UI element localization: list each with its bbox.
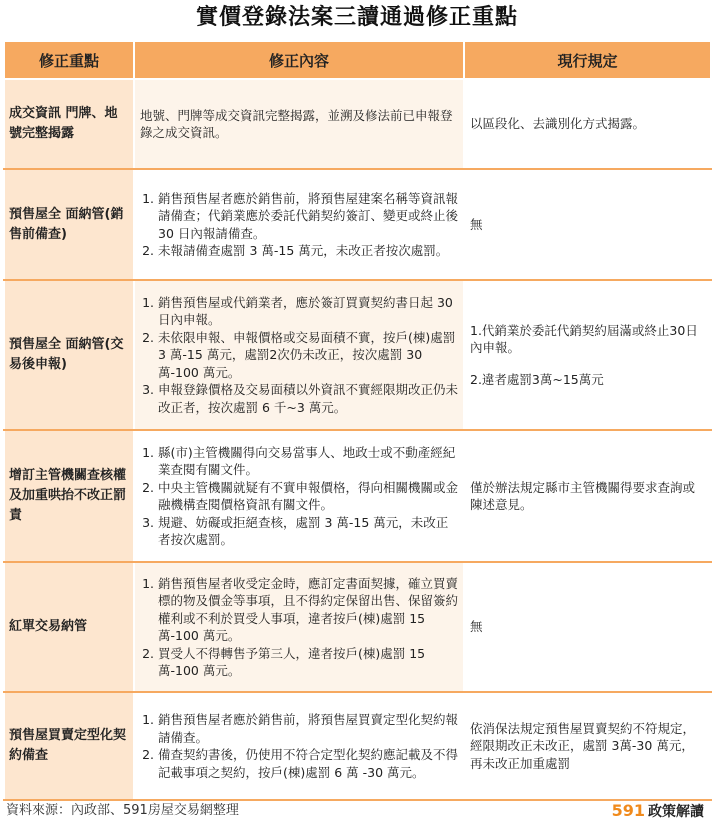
table-row: [4, 692, 711, 800]
content-item: 1. 銷售預售屋者收受定金時，應訂定書面契據，確立買賣標的物及價金等事項，且不得約定保留出售、保留簽約權利或不利於買受人事項，違者按戶(棟)處罰 15 萬-100 萬元。: [158, 575, 458, 645]
row-content: [134, 430, 464, 562]
current-text: 僅於辦法規定縣市主管機關得要求查詢或陳述意見。: [470, 479, 696, 512]
row-key: 紅單交易納管: [4, 562, 134, 692]
row-key: 增訂主管機關查核權及加重哄抬不改正罰責: [4, 430, 134, 562]
row-key: 預售屋全 面納管(銷售前備查): [4, 169, 134, 280]
current-text: 2.違者處罰3萬~15萬元: [470, 371, 604, 387]
content-item: 1. 銷售預售屋或代銷業者，應於簽訂買賣契約書日起 30 日內申報。: [158, 294, 458, 329]
content-item: 2. 未報請備查處罰 3 萬-15 萬元，未改正者按次處罰。: [158, 242, 458, 260]
row-current: [464, 79, 711, 169]
row-key: 預售屋全 面納管(交易後申報): [4, 280, 134, 430]
current-text: 無: [470, 216, 483, 232]
current-text: 依消保法規定預售屋買賣契約不符規定，經限期改正未改正，處罰 3萬-30 萬元，再未改正加重處罰: [470, 720, 696, 771]
content-item: 1. 縣(市)主管機關得向交易當事人、地政士或不動產經紀業查閱有關文件。: [158, 444, 458, 479]
reform-table: [3, 40, 712, 801]
row-key: 成交資訊 門牌、地號完整揭露: [4, 79, 134, 169]
current-text: 無: [470, 619, 483, 635]
source-note: 資料來源：內政部、591房屋交易網整理: [6, 803, 239, 818]
content-item: 1. 銷售預售屋者應於銷售前，將預售屋買賣定型化契約報請備查。: [158, 711, 458, 746]
brand-text: 政策解讀: [648, 804, 704, 820]
row-current: [464, 280, 711, 430]
content-item: 2. 買受人不得轉售予第三人，違者按戶(棟)處罰 15 萬-100 萬元。: [158, 645, 458, 680]
content-item: 3. 規避、妨礙或拒絕查核，處罰 3 萬-15 萬元，未改正者按次處罰。: [158, 514, 458, 549]
table-row: [4, 79, 711, 169]
footer: [6, 801, 708, 821]
row-content: [134, 280, 464, 430]
row-content: [134, 169, 464, 280]
table-row: [4, 562, 711, 692]
current-text: 1.代銷業於委託代銷契約屆滿或終止30日內申報。: [470, 322, 698, 356]
content-text: 地號、門牌等成交資訊完整揭露，並溯及修法前已申報登錄之成交資訊。: [140, 107, 453, 140]
row-current: [464, 169, 711, 280]
header-content: 修正內容: [134, 41, 464, 79]
table-row: [4, 169, 711, 280]
content-item: 3. 申報登錄價格及交易面積以外資訊不實經限期改正仍未改正者，按次處罰 6 千~3 萬元。: [158, 381, 458, 416]
page-title: 實價登錄法案三讀通過修正重點: [195, 5, 518, 30]
header-row: [4, 41, 711, 79]
header-key: 修正重點: [4, 41, 134, 79]
table-row: [4, 430, 711, 562]
content-item: 2. 未依限申報、申報價格或交易面積不實，按戶(棟)處罰 3 萬-15 萬元，處罰2次仍未改正，按次處罰 30 萬-100 萬元。: [158, 329, 458, 382]
content-item: 2. 中央主管機關就疑有不實申報價格，得向相關機關或金融機構查閱價格資訊有關文件。: [158, 479, 458, 514]
brand-logo: [612, 801, 704, 822]
content-item: 2. 備查契約書後，仍使用不符合定型化契約應記載及不得記載事項之契約，按戶(棟)處罰 6 萬 -30 萬元。: [158, 746, 458, 781]
content-item: 1. 銷售預售屋者應於銷售前，將預售屋建案名稱等資訊報請備查；代銷業應於委託代銷契約簽訂、變更或終止後 30 日內報請備查。: [158, 190, 458, 243]
row-current: [464, 430, 711, 562]
row-current: [464, 562, 711, 692]
row-content: [134, 562, 464, 692]
row-key: 預售屋買賣定型化契約備查: [4, 692, 134, 800]
brand-number: 591: [611, 801, 645, 820]
current-text: 以區段化、去識別化方式揭露。: [470, 116, 646, 132]
row-content: [134, 692, 464, 800]
row-content: [134, 79, 464, 169]
header-current: 現行規定: [464, 41, 711, 79]
table-row: [4, 280, 711, 430]
row-current: [464, 692, 711, 800]
